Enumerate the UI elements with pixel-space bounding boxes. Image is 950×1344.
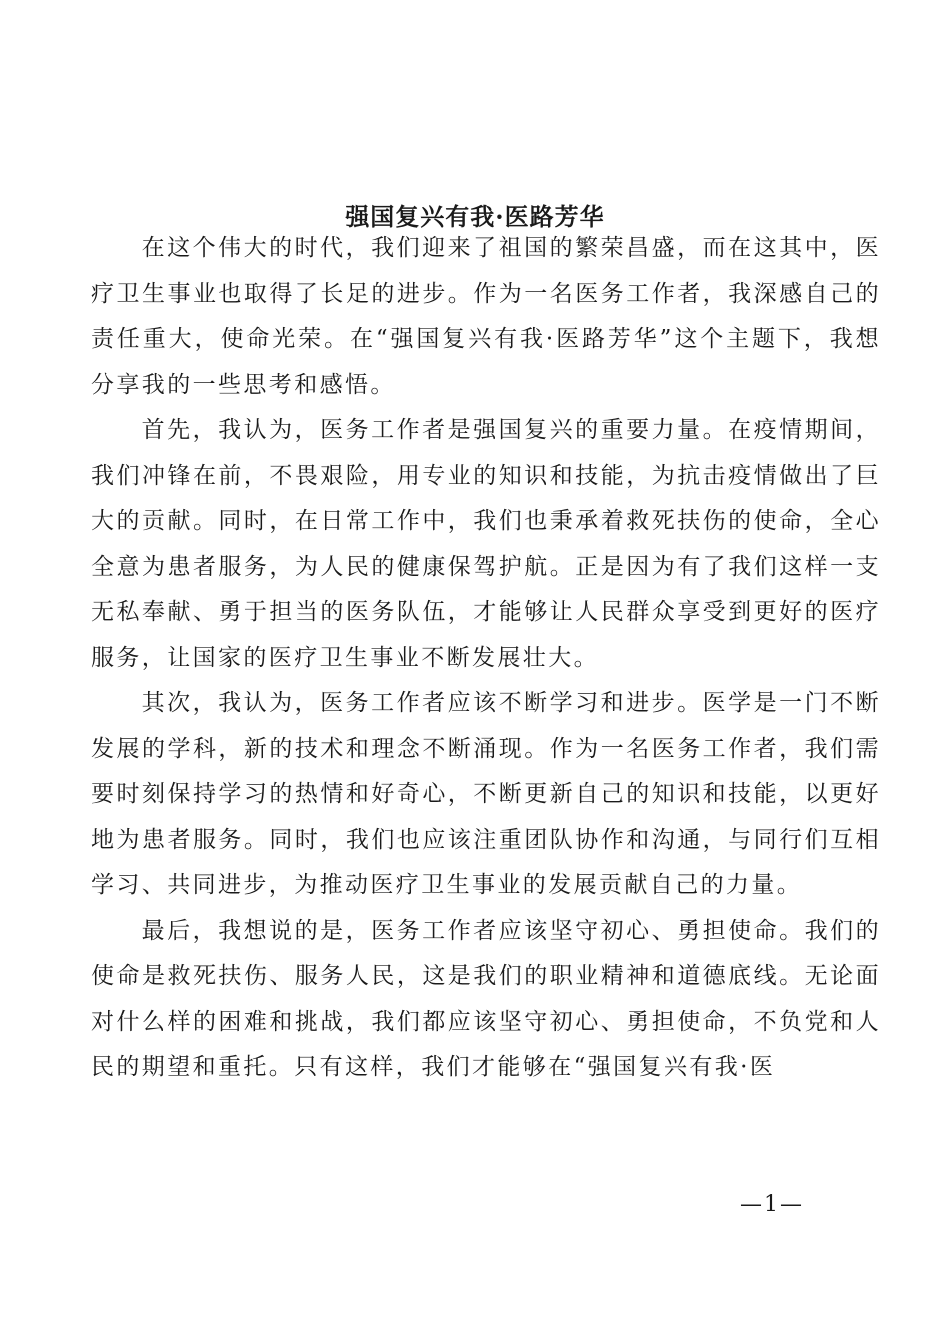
- paragraph-4: 最后，我想说的是，医务工作者应该坚守初心、勇担使命。我们的使命是救死扶伤、服务人民，这是我们的职业精神和道德底线。无论面对什么样的困难和挑战，我们都应该坚守初心、勇担使命，不负党和人民的期望和重托。只有这样，我们才能够在“强国复兴有我·医: [91, 917, 881, 1080]
- page-number: —1—: [740, 1192, 804, 1217]
- page-title: 强国复兴有我·医路芳华: [345, 202, 605, 232]
- paragraph-1: 在这个伟大的时代，我们迎来了祖国的繁荣昌盛，而在这其中，医疗卫生事业也取得了长足的进步。作为一名医务工作者，我深感自己的责任重大，使命光荣。在“强国复兴有我·医路芳华”这个主题下，我想分享我的一些思考和感悟。: [91, 235, 881, 398]
- body-text: [91, 226, 881, 1091]
- paragraph-3: 其次，我认为，医务工作者应该不断学习和进步。医学是一门不断发展的学科，新的技术和理念不断涌现。作为一名医务工作者，我们需要时刻保持学习的热情和好奇心，不断更新自己的知识和技能，以更好地为患者服务。同时，我们也应该注重团队协作和沟通，与同行们互相学习、共同进步，为推动医疗卫生事业的发展贡献自己的力量。: [91, 690, 881, 898]
- paragraph-2: 首先，我认为，医务工作者是强国复兴的重要力量。在疫情期间，我们冲锋在前，不畏艰险，用专业的知识和技能，为抗击疫情做出了巨大的贡献。同时，在日常工作中，我们也秉承着救死扶伤的使命，全心全意为患者服务，为人民的健康保驾护航。正是因为有了我们这样一支无私奉献、勇于担当的医务队伍，才能够让人民群众享受到更好的医疗服务，让国家的医疗卫生事业不断发展壮大。: [91, 417, 881, 671]
